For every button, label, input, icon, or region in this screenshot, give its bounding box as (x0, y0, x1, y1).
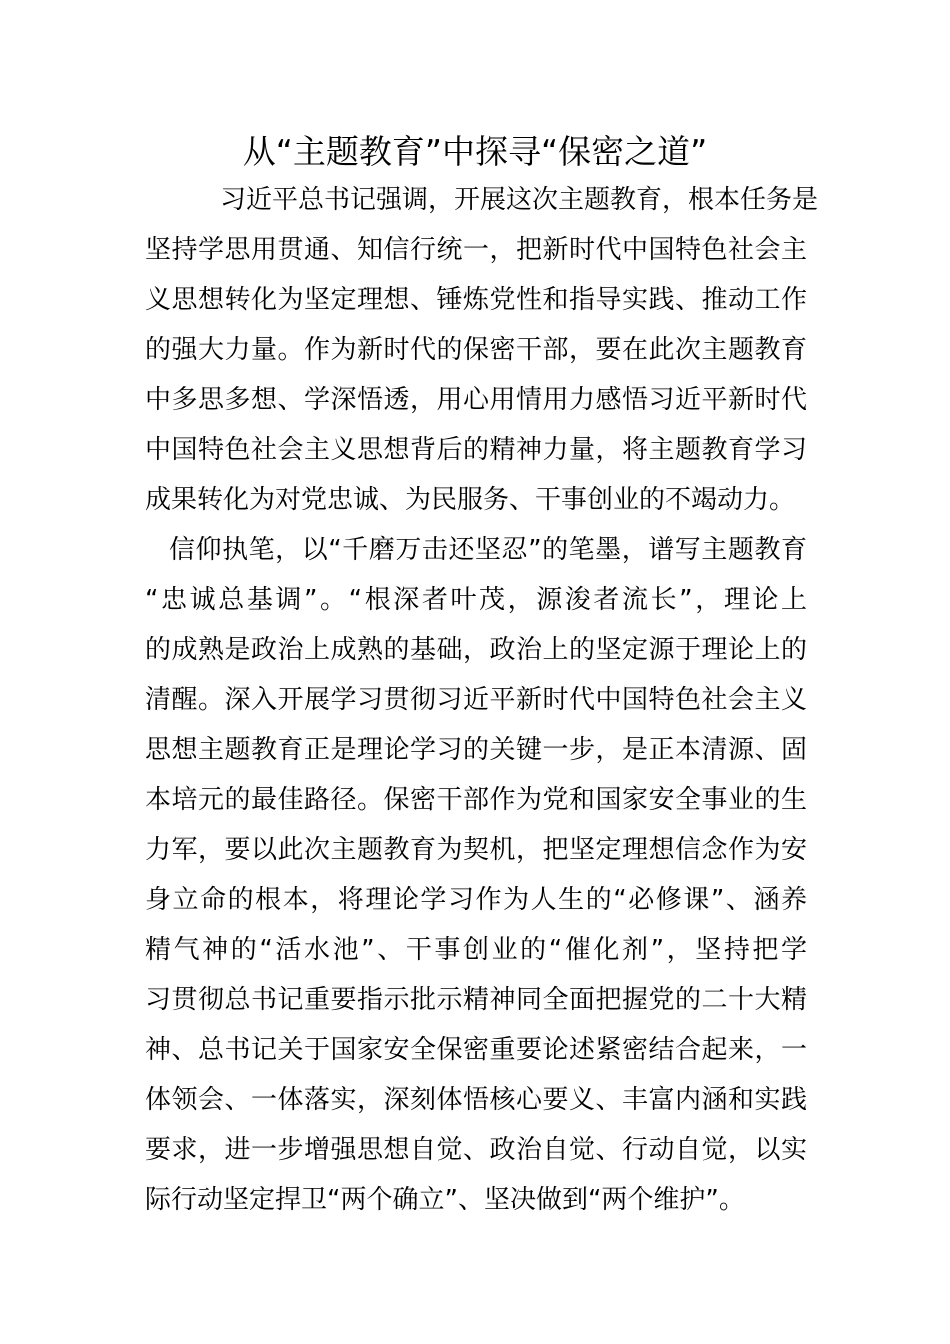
text-line: 成果转化为对党忠诚、为民服务、干事创业的不竭动力。 (145, 485, 796, 515)
text-line: 的强大力量。作为新时代的保密干部，要在此次主题教育 (145, 335, 807, 365)
text-line: 义思想转化为坚定理想、锤炼党性和指导实践、推动工作 (145, 285, 807, 315)
text-line: “忠诚总基调”。“根深者叶茂，源浚者流长”，理论上 (145, 585, 807, 615)
text-line: 中国特色社会主义思想背后的精神力量，将主题教育学习 (145, 435, 807, 465)
text-line: 要求，进一步增强思想自觉、政治自觉、行动自觉，以实 (145, 1135, 807, 1165)
paragraph-1 (145, 175, 819, 525)
text-line: 坚持学思用贯通、知信行统一，把新时代中国特色社会主 (145, 235, 807, 265)
document-title: 从“主题教育”中探寻“保密之道” (242, 132, 708, 171)
text-line: 神、总书记关于国家安全保密重要论述紧密结合起来，一 (145, 1035, 807, 1065)
text-line: 际行动坚定捍卫“两个确立”、坚决做到“两个维护”。 (145, 1185, 745, 1215)
paragraph-2 (145, 525, 807, 1225)
text-line: 力军，要以此次主题教育为契机，把坚定理想信念作为安 (145, 835, 807, 865)
text-line: 信仰执笔，以“千磨万击还坚忍”的笔墨，谱写主题教育 (169, 535, 807, 565)
text-line: 体领会、一体落实，深刻体悟核心要义、丰富内涵和实践 (145, 1085, 807, 1115)
document-body (145, 175, 819, 1225)
text-line: 思想主题教育正是理论学习的关键一步，是正本清源、固 (145, 735, 807, 765)
text-line: 身立命的根本，将理论学习作为人生的“必修课”、涵养 (145, 885, 807, 915)
text-line: 本培元的最佳路径。保密干部作为党和国家安全事业的生 (145, 785, 807, 815)
text-line: 中多思多想、学深悟透，用心用情用力感悟习近平新时代 (145, 385, 807, 415)
text-line: 精气神的“活水池”、干事创业的“催化剂”，坚持把学 (145, 935, 807, 965)
text-line: 的成熟是政治上成熟的基础，政治上的坚定源于理论上的 (145, 635, 807, 665)
text-line: 习近平总书记强调，开展这次主题教育，根本任务是 (220, 185, 819, 215)
text-line: 习贯彻总书记重要指示批示精神同全面把握党的二十大精 (145, 985, 807, 1015)
text-line: 清醒。深入开展学习贯彻习近平新时代中国特色社会主义 (145, 685, 807, 715)
